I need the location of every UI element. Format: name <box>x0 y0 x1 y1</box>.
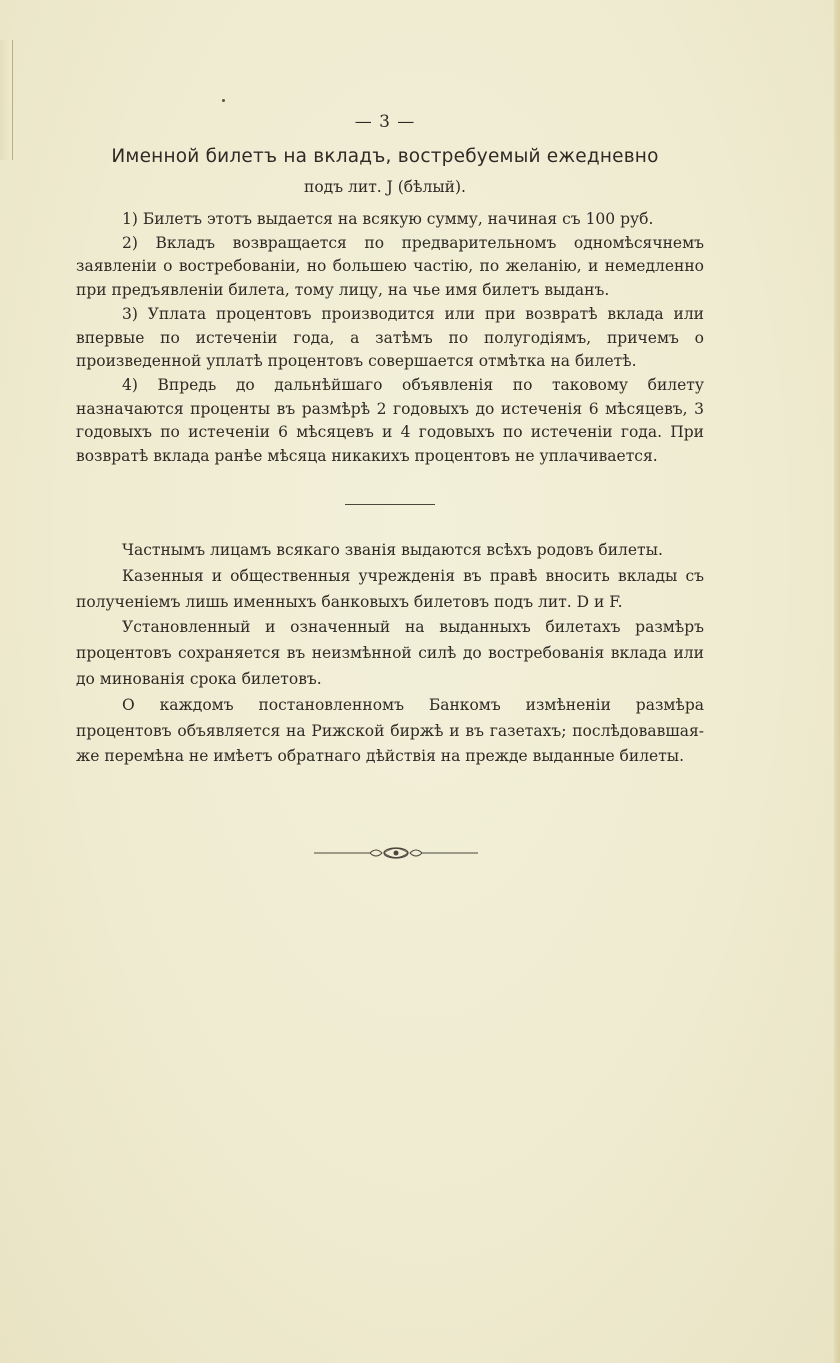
provision-paragraph: О каждомъ постановленномъ Банкомъ измѣненіи размѣра процентовъ объявляется на Рижской биржѣ и въ газетахъ; послѣдовавшая-же перемѣна не имѣетъ обратнаго дѣйствія на прежде выданные билеты. <box>76 695 704 766</box>
section-subtitle: подъ лит. J (бѣлый). <box>304 178 466 196</box>
paper-speck <box>222 99 225 102</box>
page-number: — 3 — <box>354 112 416 132</box>
general-provisions <box>76 538 704 770</box>
rules-list <box>76 208 704 469</box>
section-divider <box>345 504 435 505</box>
provision-paragraph: Частнымъ лицамъ всякаго званія выдаются всѣхъ родовъ билеты. <box>122 541 663 559</box>
binding-edge <box>0 40 13 160</box>
rule-paragraph: 3) Уплата процентовъ производится или при возвратѣ вклада или впервые по истеченіи года, а затѣмъ по полугодіямъ, причемъ о произведенной уплатѣ процентовъ совершается отмѣтка на билетѣ. <box>76 304 704 371</box>
rule-paragraph: 2) Вкладъ возвращается по предварительномъ одномѣсячнемъ заявленіи о востребованіи, но большею частію, по желанію, и немедленно при предъявленіи билета, тому лицу, на чье имя билетъ выданъ. <box>76 233 704 300</box>
ornament-flourish-icon <box>312 844 480 862</box>
section-title: Именной билетъ на вкладъ, востребуемый ежедневно <box>111 146 659 167</box>
rule-paragraph: 1) Билетъ этотъ выдается на всякую сумму, начиная съ 100 руб. <box>122 210 654 228</box>
rule-paragraph: 4) Впредь до дальнѣйшаго объявленія по таковому билету назначаются проценты въ размѣрѣ 2 годовыхъ до истеченія 6 мѣсяцевъ, 3 годовыхъ по истеченіи 6 мѣсяцевъ и 4 годовыхъ по истеченіи года. При возвратѣ вклада ранѣе мѣсяца никакихъ процентовъ не уплачивается. <box>76 375 704 466</box>
page-edge <box>834 0 840 1363</box>
provision-paragraph: Установленный и означенный на выданныхъ билетахъ размѣръ процентовъ сохраняется въ неизмѣнной силѣ до востребованія вклада или до минованія срока билетовъ. <box>76 618 704 688</box>
provision-paragraph: Казенныя и общественныя учрежденія въ правѣ вносить вклады съ полученіемъ лишь именныхъ банковыхъ билетовъ подъ лит. D и F. <box>76 566 704 611</box>
